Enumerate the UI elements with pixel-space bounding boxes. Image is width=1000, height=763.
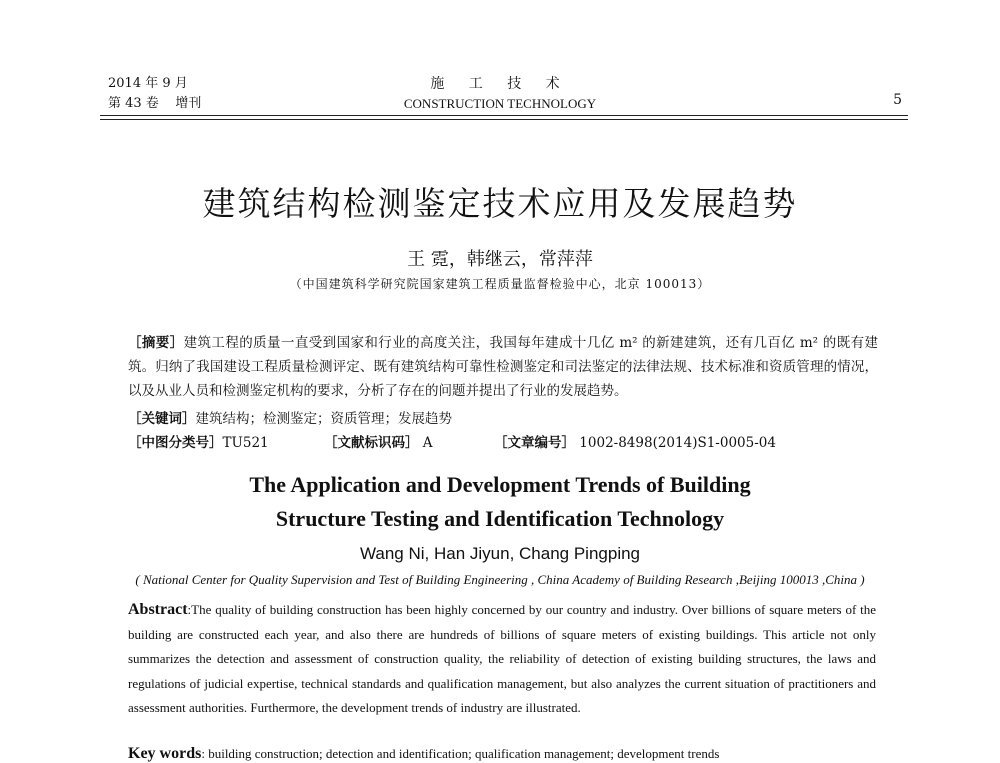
clc-number: ［中图分类号］TU521 bbox=[128, 435, 269, 451]
running-header-journal bbox=[370, 74, 630, 114]
journal-name-en: CONSTRUCTION TECHNOLOGY bbox=[403, 96, 597, 111]
abstract-cn bbox=[128, 331, 878, 403]
authors-cn: 王 霓，韩继云，常萍萍 bbox=[407, 249, 593, 270]
volume: 第 43 卷 bbox=[108, 96, 159, 111]
header-rule-thin bbox=[100, 119, 908, 120]
paper-title-en-line2: Structure Testing and Identification Technology bbox=[275, 506, 725, 531]
paper-title-en-line1: The Application and Development Trends of Building bbox=[249, 472, 751, 497]
abstract-en: Abstract:The quality of building construction has been highly concerned by our country and industry. Over billions of square meters of the building are constructed each year, and also there are hundreds of billions of square meters of existing buildings. This article not only summarizes the detection and assessment of construction quality, the reliability of detection of existing building structures, the laws and regulations of judicial expertise, technical standards and qualification management, but also analyzes the current situation of practitioners and assessment authorities. Furthermore, the development trends of industry are illustrated. bbox=[128, 601, 876, 716]
keywords-cn-text: 建筑结构；检测鉴定；资质管理；发展趋势 bbox=[195, 411, 452, 427]
abstract-cn-label: ［摘要］ bbox=[128, 335, 184, 351]
issue-date: 2014 年 9 月 bbox=[108, 76, 188, 91]
keywords-cn bbox=[128, 407, 452, 427]
keywords-en: Key words: building construction; detection and identification; qualification management; development trends bbox=[128, 745, 720, 762]
abstract-cn-text: 建筑工程的质量一直受到国家和行业的高度关注，我国每年建成十几亿 m² 的新建建筑，还有几百亿 m² 的既有建筑。归纳了我国建设工程质量检测评定、既有建筑结构可靠性检测鉴定和司法鉴定的法律法规、技术标准和资质管理的情况，以及从业人员和检测鉴定机构的要求，分析了存在的问题并提出了行业的发展趋势。 bbox=[128, 335, 879, 399]
paper-title-cn: 建筑结构检测鉴定技术应用及发展趋势 bbox=[202, 184, 798, 223]
abstract-en-label: Abstract bbox=[128, 601, 188, 618]
issue-type: 增刊 bbox=[175, 96, 202, 111]
volume-line bbox=[108, 94, 201, 114]
authors-en: Wang Ni, Han Jiyun, Chang Pingping bbox=[359, 544, 641, 563]
abstract-en-text: The quality of building construction has been highly concerned by our country and industry. Over billions of square meters of the building are constructed each year, and also there are hundreds of billions of square meters of existing buildings. This article not only summarizes the detection and assessment of construction quality, the reliability of detection of existing building structures, the laws and regulations of judicial expertise, technical standards and qualification management, but also analyzes the current situation of practitioners and assessment authorities. Furthermore, the development trends of industry are illustrated. bbox=[128, 602, 876, 716]
keywords-en-label: Key words bbox=[128, 745, 202, 762]
document-code: ［文献标识码］ A bbox=[324, 435, 433, 451]
article-number: ［文章编号］ 1002-8498(2014)S1-0005-04 bbox=[494, 435, 776, 451]
page-number: 5 bbox=[893, 92, 902, 108]
affiliation-cn: （中国建筑科学研究院国家建筑工程质量监督检验中心，北京 100013） bbox=[289, 277, 711, 291]
journal-name-cn: 施 工 技 术 bbox=[430, 76, 570, 92]
keywords-en-text: building construction; detection and identification; qualification management; development trends bbox=[208, 746, 720, 761]
header-rule-thick bbox=[100, 115, 908, 116]
running-header-left bbox=[108, 74, 201, 114]
affiliation-en: ( National Center for Quality Supervision and Test of Building Engineering , China Academy of Building Research ,Beijing 100013 ,China ) bbox=[135, 572, 865, 587]
paper-title-en bbox=[0, 468, 1000, 536]
keywords-cn-label: ［关键词］ bbox=[128, 411, 196, 427]
